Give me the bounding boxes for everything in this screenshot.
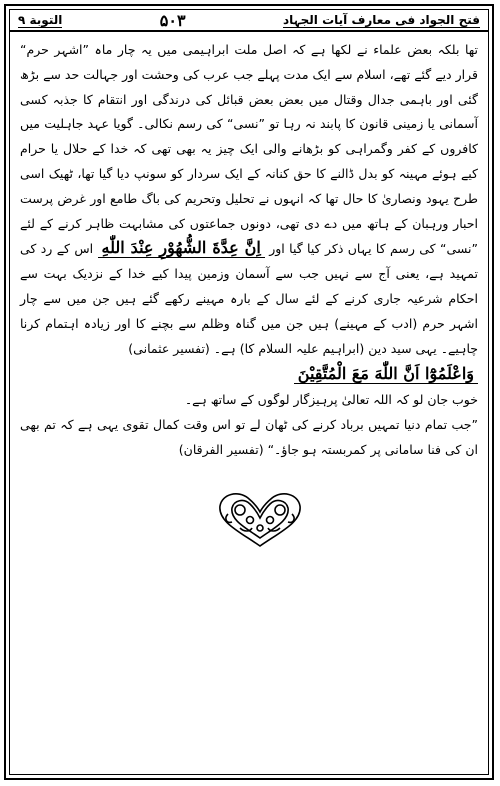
- quranic-verse: وَاعْلَمُوْٓا اَنَّ اللّٰهَ مَعَ الْمُتَّقِيْنَ: [294, 364, 478, 384]
- paragraph: [20, 38, 478, 361]
- book-title: فتح الجواد فی معارف آیات الجہاد: [282, 12, 480, 27]
- quote-paragraph: ”جب تمام دنیا تمہیں برباد کرنے کی ٹھان لے تو اس وقت کمال تقوی یہی ہے کہ تم بھی ان کی فنا سامانی پر کمربستہ ہو جاؤ۔“ (تفسیر الفرقان): [20, 417, 478, 457]
- page-header: [10, 10, 488, 32]
- inline-quranic-text: اِنَّ عِدَّةَ الشُّهُوْرِ عِنْدَ اللّٰهِ: [98, 238, 265, 258]
- page-number: ۵۰۳: [154, 11, 192, 30]
- page-frame: [4, 4, 494, 780]
- body-text: اس کے رد کی تمہید ہے، یعنی آج سے نہیں جب سے آسمان وزمین پیدا کیے خدا کے نزدیک بہت سے احکام شرعیہ جاری کرنے کے لئے سال کے بارہ مہینے رکھے گئے ہیں جن میں سے چار اشہر حرم (ادب کے مہینے) ہیں جن میں گناہ وظلم سے بچنے کا اور زیادہ اہتمام کرنا چاہیے۔ یہی سید دین (ابراہیم علیہ السلام کا) ہے۔ (تفسیر عثمانی): [20, 241, 478, 356]
- inner-frame: [9, 9, 489, 775]
- translation: خوب جان لو کہ اللہ تعالیٰ پرہیزگار لوگوں کے ساتھ ہے۔: [184, 392, 478, 408]
- body-text: تھا بلکہ بعض علماء نے لکھا ہے کہ اصل ملت ابراہیمی میں یہ چار ماہ ”اشہر حرم“ قرار دیے گئے تھے، اسلام سے ایک مدت پہلے جب عرب کی وحشت اور جہالت حد سے بڑھ گئی اور باہمی جدال وقتال میں بعض بعض قبائل کی درندگی اور انتقام کا جذبہ کسی آسمانی یا زمینی قانون کا پابند نہ رہا تو ”نسی“ کی رسم نکالی۔ گویا عہد جاہلیت میں کافروں کے کفر وگمراہی کو بڑھانے والی ایک چیز یہ بھی تھی کہ خدا کے حلال یا حرام کیے ہوئے مہینہ کو بدل ڈالنے کا حق کنانہ کے ایک سردار کو سونپ دیا گیا تھا، ٹھیک اسی طرح یہود ونصاریٰ کا حال تھا کہ انہوں نے تحلیل وتحریم کی باگ طامع اور غرض پرست احبار ورہبان کے ہاتھ میں دے دی تھی، دونوں جماعتوں کی مشابہت ظاہر کرنے کے لئے ”نسی“ کی رسم کا یہاں ذکر کیا گیا اور: [20, 42, 479, 257]
- heart-ornament-icon: [210, 488, 310, 550]
- surah-label: التوبة ۹: [18, 12, 63, 27]
- verse-line: [20, 361, 478, 388]
- page-body: [20, 38, 478, 463]
